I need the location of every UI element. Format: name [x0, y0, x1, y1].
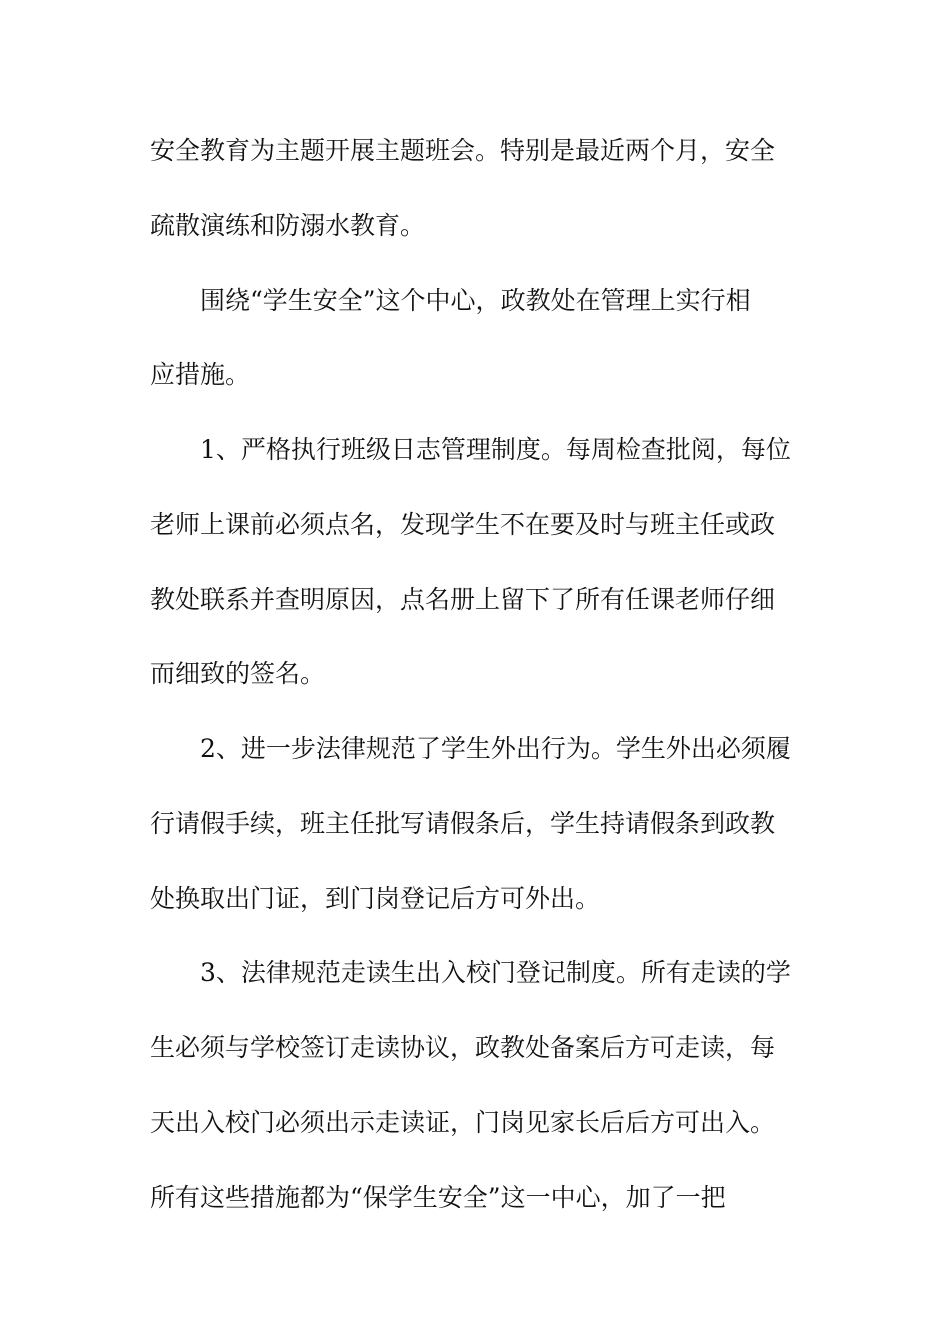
paragraph-first-line: 1、严格执行班级日志管理制度。每周检查批阅，每位 — [200, 435, 791, 464]
text-line: 安全教育为主题开展主题班会。特别是最近两个月，安全 — [150, 136, 776, 165]
text-line: 天出入校门必须出示走读证，门岗见家长后后方可出入。 — [150, 1108, 776, 1137]
text-line: 应措施。 — [150, 360, 251, 389]
text-line: 行请假手续，班主任批写请假条后，学生持请假条到政教 — [150, 809, 776, 838]
text-line: 教处联系并查明原因，点名册上留下了所有任课老师仔细 — [150, 585, 776, 614]
text-line: 所有这些措施都为“保学生安全”这一中心，加了一把 — [150, 1183, 726, 1212]
paragraph-first-line: 2、进一步法律规范了学生外出行为。学生外出必须履 — [200, 734, 791, 763]
paragraph-first-line: 3、法律规范走读生出入校门登记制度。所有走读的学 — [200, 958, 791, 987]
text-line: 老师上课前必须点名，发现学生不在要及时与班主任或政 — [150, 510, 776, 539]
text-line: 生必须与学校签订走读协议，政教处备案后方可走读，每 — [150, 1033, 776, 1062]
text-line: 处换取出门证，到门岗登记后方可外出。 — [150, 884, 601, 913]
text-line: 而细致的签名。 — [150, 659, 326, 688]
text-line: 疏散演练和防溺水教育。 — [150, 211, 426, 240]
paragraph-first-line: 围绕“学生安全”这个中心，政教处在管理上实行相 — [200, 286, 751, 315]
